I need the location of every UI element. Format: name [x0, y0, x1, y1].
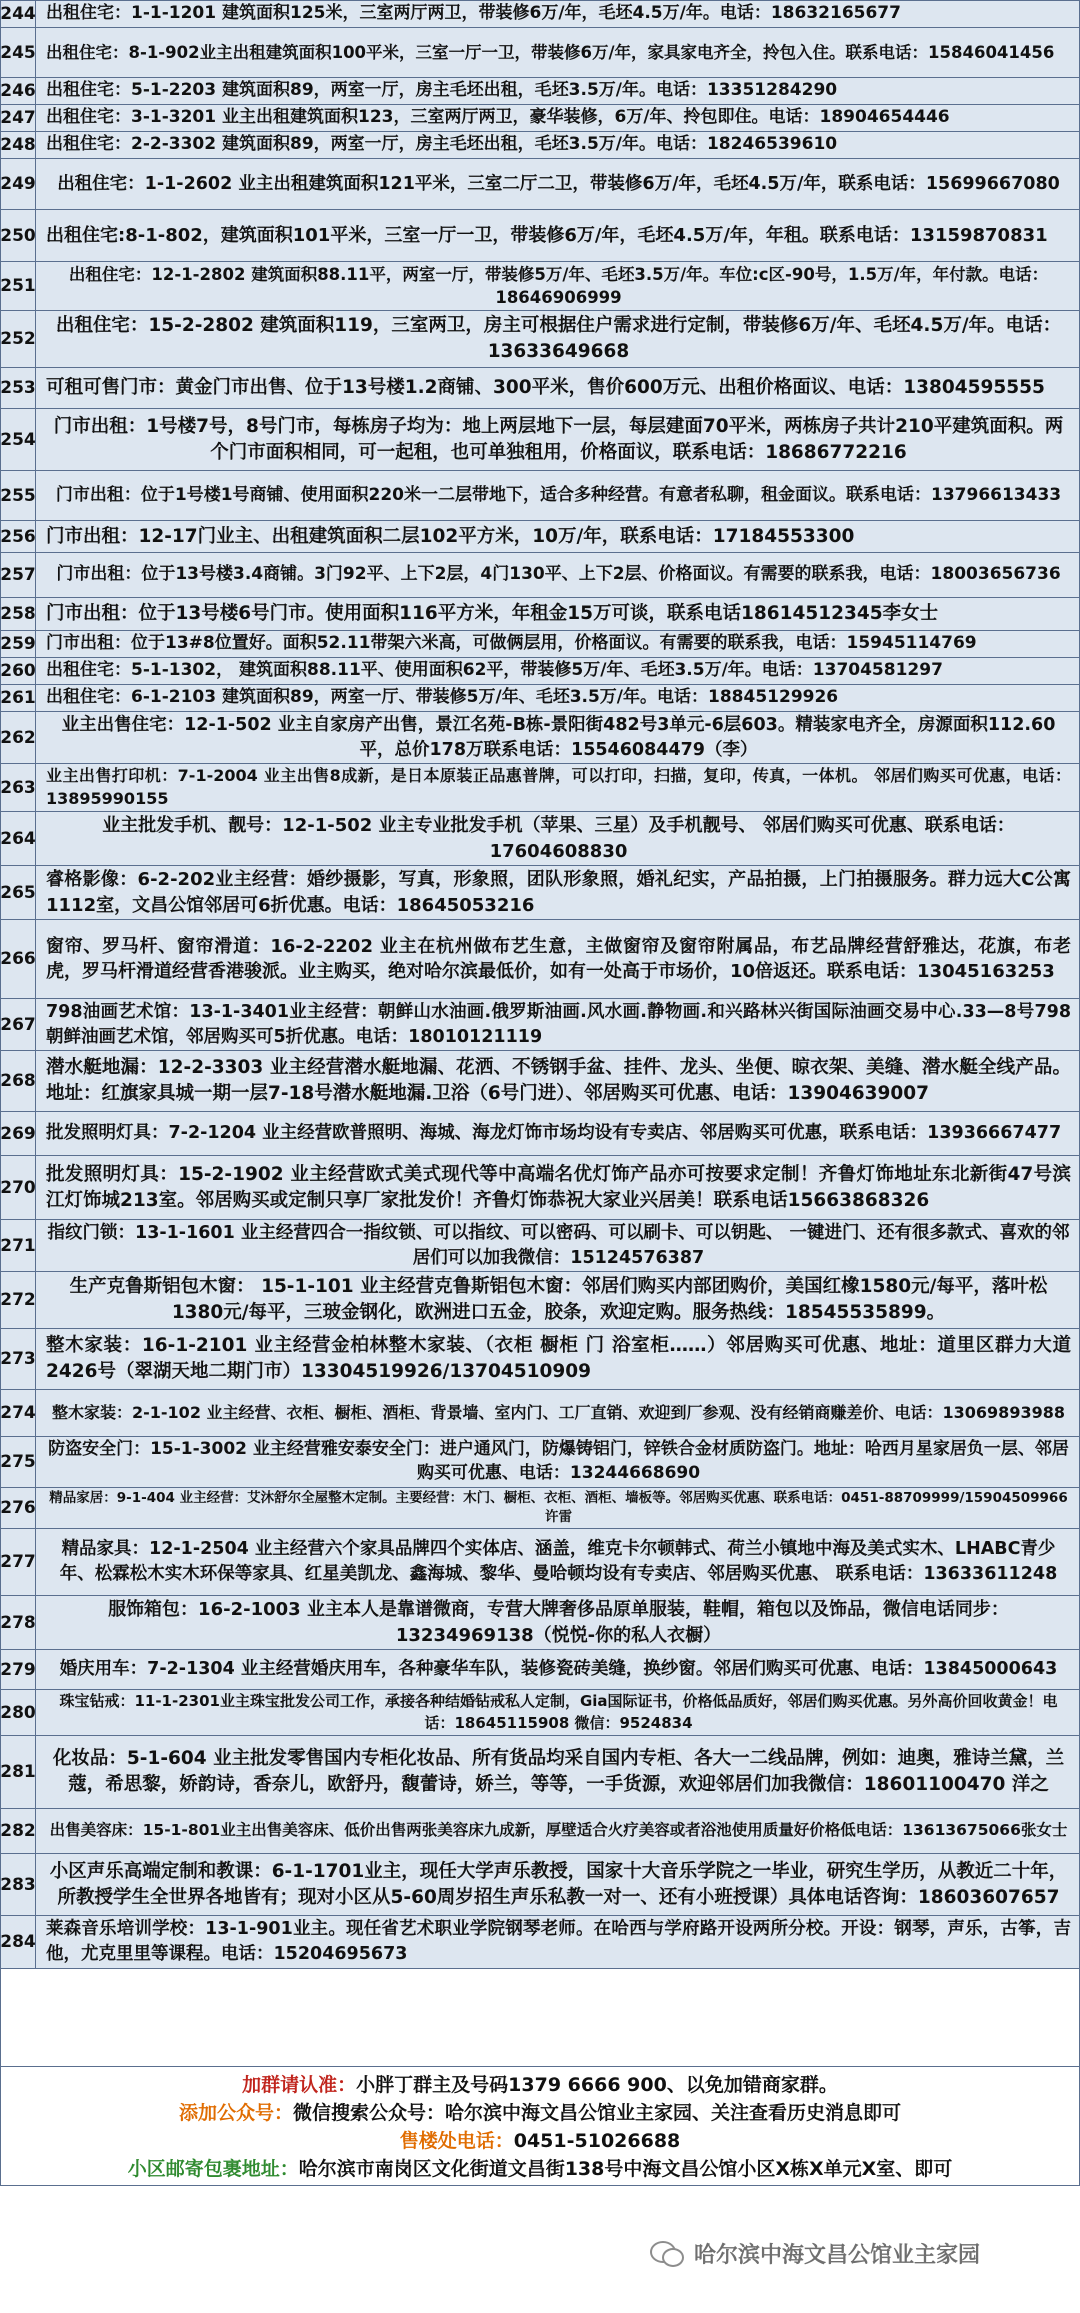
listing-text: 小区声乐高端定制和教课：6-1-1701业主，现任大学声乐教授，国家十大音乐学院之一毕业，研究生学历，从教近二十年，所教授学生全世界各地皆有；现对小区从5-60周岁招生声乐私教一对一、还有小班授课）具体电话咨询：18603607657	[49, 1860, 1068, 1908]
listing-row	[1, 132, 1079, 159]
listing-text-cell	[36, 368, 1079, 408]
listing-text: 睿格影像：6-2-202业主经营：婚纱摄影，写真，形象照，团队形象照，婚礼纪实，产品拍摄，上门拍摄服务。群力远大C公寓1112室，文昌公馆邻居可6折优惠。电话：18645053216	[46, 869, 1071, 916]
listing-text-cell	[36, 812, 1079, 865]
join-line	[1, 2071, 1079, 2099]
listing-text: 业主出售住宅：12-1-502 业主自家房产出售，景江名苑-B栋-景阳街482号3单元-6层603。精装家电齐全，房源面积112.60平，总价178万联系电话：15546084479（李）	[61, 714, 1056, 760]
account-value: 微信搜索公众号：哈尔滨中海文昌公馆业主家园、关注查看历史消息即可	[293, 2102, 902, 2124]
listing-row	[1, 1272, 1079, 1329]
listing-row	[1, 409, 1079, 471]
listing-number: 248	[1, 132, 36, 158]
listing-row	[1, 812, 1079, 866]
listing-text-cell	[36, 1488, 1079, 1528]
listing-text-cell	[36, 1, 1079, 27]
listing-row	[1, 764, 1079, 812]
listing-number: 276	[1, 1488, 36, 1528]
listing-number: 259	[1, 631, 36, 657]
listing-text: 生产克鲁斯铝包木窗： 15-1-101 业主经营克鲁斯铝包木窗：邻居们购买内部团购价，美国红橡1580元/每平，落叶松1380元/每平，三玻金钢化，欧洲进口五金，胶条，欢迎定购。服务热线：18545535899。	[69, 1276, 1048, 1323]
listing-number: 279	[1, 1650, 36, 1689]
listing-text-cell	[36, 685, 1079, 711]
listing-row	[1, 210, 1079, 262]
listing-text: 业主出售打印机：7-1-2004 业主出售8成新，是日本原装正品惠普牌，可以打印，扫描，复印，传真，一体机。 邻居们购买可优惠，电话：13895990155	[46, 766, 1071, 808]
listing-number: 270	[1, 1156, 36, 1219]
account-label: 添加公众号：	[178, 2102, 293, 2124]
listing-row	[1, 159, 1079, 210]
listing-number: 251	[1, 262, 36, 310]
watermark-text: 哈尔滨中海文昌公馆业主家园	[694, 2242, 981, 2268]
listing-text-cell	[36, 1156, 1079, 1219]
listing-number: 284	[1, 1916, 36, 1968]
listing-text-cell	[36, 1112, 1079, 1155]
listing-text-cell	[36, 1736, 1079, 1808]
listing-text: 婚庆用车：7-2-1304 业主经营婚庆用车，各种豪华车队，装修瓷砖美缝，换纱窗。邻居们购买可优惠、电话：13845000643	[59, 1659, 1058, 1680]
listing-row	[1, 1529, 1079, 1596]
listing-text: 整木家装：2-1-102 业主经营、衣柜、橱柜、酒柜、背景墙、室内门、工厂直销、欢迎到厂参观、没有经销商赚差价、电话：13069893988	[52, 1402, 1065, 1422]
listing-row	[1, 1156, 1079, 1220]
hotline-label: 售楼处电话：	[399, 2130, 514, 2152]
listing-number: 262	[1, 712, 36, 763]
listing-number: 264	[1, 812, 36, 865]
listing-number: 246	[1, 78, 36, 104]
listing-row	[1, 1051, 1079, 1112]
listing-row	[1, 598, 1079, 631]
listing-text: 化妆品：5-1-604 业主批发零售国内专柜化妆品、所有货品均采自国内专柜、各大一二线品牌，例如：迪奥，雅诗兰黛，兰蔻，希思黎，娇韵诗，香奈儿，欧舒丹，馥蕾诗，娇兰，等等，一手货源，欢迎邻居们加我微信：18601100470 洋之	[52, 1748, 1065, 1795]
listing-row	[1, 1329, 1079, 1390]
listing-number: 245	[1, 28, 36, 77]
listing-row	[1, 311, 1079, 368]
hotline-line	[1, 2127, 1079, 2155]
listing-number: 260	[1, 658, 36, 684]
listing-text: 潜水艇地漏：12-2-3303 业主经营潜水艇地漏、花洒、不锈钢手盆、挂件、龙头、坐便、晾衣架、美缝、潜水艇全线产品。地址：红旗家具城一期一层7-18号潜水艇地漏.卫浴（6号门进）、邻居购买可优惠、电话：13904639007	[46, 1057, 1071, 1104]
address-line	[1, 2155, 1079, 2183]
listing-text: 出租住宅：3-1-3201 业主出租建筑面积123，三室两厅两卫，豪华装修，6万/年、拎包即住。电话：18904654446	[46, 107, 950, 128]
listing-number: 273	[1, 1329, 36, 1389]
footer-notice	[0, 2066, 1080, 2186]
listing-text-cell	[36, 1854, 1079, 1915]
listing-number: 249	[1, 159, 36, 209]
listing-text-cell	[36, 1809, 1079, 1853]
listing-text: 批发照明灯具：15-2-1902 业主经营欧式美式现代等中高端名优灯饰产品亦可按要求定制！齐鲁灯饰地址东北新街47号滨江灯饰城213室。邻居购买或定制只享厂家批发价！齐鲁灯饰恭祝大家业兴居美！联系电话15663868326	[46, 1163, 1071, 1211]
listing-row	[1, 1650, 1079, 1690]
listing-text-cell	[36, 409, 1079, 470]
listing-number: 252	[1, 311, 36, 367]
listing-text-cell	[36, 311, 1079, 367]
listing-text-cell	[36, 1529, 1079, 1595]
listing-number: 280	[1, 1690, 36, 1735]
listing-text-cell	[36, 1329, 1079, 1389]
listing-text-cell	[36, 1272, 1079, 1328]
listing-row	[1, 1690, 1079, 1736]
join-label: 加群请认准：	[242, 2074, 357, 2096]
listing-row	[1, 1809, 1079, 1854]
listing-text-cell	[36, 1051, 1079, 1111]
listing-row	[1, 471, 1079, 521]
listing-text: 珠宝钻戒：11-1-2301业主珠宝批发公司工作，承接各种结婚钻戒私人定制，Gia国际证书，价格低品质好，邻居们购买优惠。另外高价回收黄金！电话：18645115908 微信：9524834	[59, 1692, 1058, 1732]
listing-row	[1, 368, 1079, 409]
listing-text-cell	[36, 1437, 1079, 1487]
listing-row	[1, 685, 1079, 712]
listing-text-cell	[36, 132, 1079, 158]
listing-text: 门市出租：位于13号楼3.4商铺。3门92平、上下2层，4门130平、上下2层、价格面议。有需要的联系我，电话：18003656736	[56, 564, 1061, 585]
listing-number: 257	[1, 553, 36, 597]
listing-text: 业主批发手机、靓号：12-1-502 业主专业批发手机（苹果、三星）及手机靓号、 邻居们购买可优惠、联系电话：17604608830	[102, 815, 1015, 862]
listing-row	[1, 1854, 1079, 1916]
listing-text: 窗帘、罗马杆、窗帘滑道：16-2-2202 业主在杭州做布艺生意，主做窗帘及窗帘附属品，布艺品牌经营舒雅达，花旗，布老虎，罗马杆滑道经营香港骏派。业主购买，绝对哈尔滨最低价，如有一处高于市场价，10倍返还。联系电话：13045163253	[46, 935, 1071, 982]
listing-text-cell	[36, 631, 1079, 657]
address-value: 哈尔滨市南岗区文化街道文昌街138号中海文昌公馆小区X栋X单元X室、即可	[298, 2158, 953, 2180]
listing-row	[1, 631, 1079, 658]
listing-number: 283	[1, 1854, 36, 1915]
listing-number: 258	[1, 598, 36, 630]
listing-text: 出租住宅：1-1-1201 建筑面积125米，三室两厅两卫，带装修6万/年，毛坯4.5万/年。电话：18632165677	[46, 3, 901, 24]
listing-row	[1, 521, 1079, 553]
listing-text: 防盗安全门：15-1-3002 业主经营雅安泰安全门：进户通风门，防爆铸铝门，锌铁合金材质防盗门。地址：哈西月星家居负一层、邻居购买可优惠、电话：13244668690	[48, 1439, 1069, 1483]
address-label: 小区邮寄包裹地址：	[127, 2158, 299, 2180]
listing-row	[1, 920, 1079, 999]
listing-number: 277	[1, 1529, 36, 1595]
listing-number: 268	[1, 1051, 36, 1111]
listing-text: 可租可售门市：黄金门市出售、位于13号楼1.2商铺、300平米，售价600万元、出租价格面议、电话：13804595555	[46, 377, 1045, 398]
listing-text-cell	[36, 521, 1079, 552]
listing-row	[1, 262, 1079, 311]
listing-text: 出租住宅：8-1-902业主出租建筑面积100平米，三室一厅一卫，带装修6万/年，家具家电齐全，拎包入住。联系电话：15846041456	[46, 42, 1055, 62]
listing-text: 门市出租：12-17门业主、出租建筑面积二层102平方米，10万/年，联系电话：17184553300	[46, 525, 855, 547]
listing-text-cell	[36, 920, 1079, 998]
listing-number: 250	[1, 210, 36, 261]
wechat-icon	[650, 2239, 684, 2267]
listing-text-cell	[36, 471, 1079, 520]
listing-row	[1, 28, 1079, 78]
listing-text: 批发照明灯具：7-2-1204 业主经营欧普照明、海城、海龙灯饰市场均设有专卖店、邻居购买可优惠，联系电话：13936667477	[46, 1123, 1062, 1144]
listing-number: 274	[1, 1390, 36, 1436]
listing-text-cell	[36, 1596, 1079, 1649]
listing-text-cell	[36, 866, 1079, 919]
listing-number: 278	[1, 1596, 36, 1649]
account-line	[1, 2099, 1079, 2127]
listing-row	[1, 1916, 1079, 1969]
listing-row	[1, 1596, 1079, 1650]
listing-text: 出租住宅：1-1-2602 业主出租建筑面积121平米，三室二厅二卫，带装修6万/年，毛坯4.5万/年，联系电话：15699667080	[57, 173, 1060, 194]
listing-row	[1, 105, 1079, 132]
listing-text: 出租住宅：6-1-2103 建筑面积89，两室一厅、带装修5万/年、毛坯3.5万/年。电话：18845129926	[46, 687, 839, 708]
listing-number: 266	[1, 920, 36, 998]
hotline-value: 0451-51026688	[513, 2130, 681, 2152]
listing-text: 798油画艺术馆：13-1-3401业主经营：朝鲜山水油画.俄罗斯油画.风水画.静物画.和兴路林兴街国际油画交易中心.33—8号798朝鲜油画艺术馆，邻居购买可5折优惠。电话：18010121119	[46, 1001, 1071, 1047]
listing-text: 门市出租：位于1号楼1号商铺、使用面积220米一二层带地下，适合多种经营。有意者私聊，租金面议。联系电话：13796613433	[55, 484, 1062, 505]
listing-number: 267	[1, 999, 36, 1050]
listing-text: 精品家居：9-1-404 业主经营：艾沐舒尔全屋整木定制。主要经营：木门、橱柜、衣柜、酒柜、墙板等。邻居购买优惠、联系电话：0451-88709999/15904509966许雷	[49, 1490, 1068, 1525]
listing-number: 255	[1, 471, 36, 520]
listing-row	[1, 553, 1079, 598]
listing-text: 出租住宅:8-1-802，建筑面积101平米，三室一厅一卫，带装修6万/年，毛坯4.5万/年，年租。联系电话：13159870831	[46, 224, 1048, 246]
listing-number: 269	[1, 1112, 36, 1155]
listing-text-cell	[36, 1390, 1079, 1436]
listing-row	[1, 999, 1079, 1051]
listing-row	[1, 1488, 1079, 1529]
listing-text-cell	[36, 28, 1079, 77]
listing-row	[1, 658, 1079, 685]
listing-text-cell	[36, 78, 1079, 104]
listing-text: 门市出租：位于13号楼6号门市。使用面积116平方米，年租金15万可谈，联系电话18614512345李女士	[46, 603, 939, 624]
listing-text-cell	[36, 210, 1079, 261]
join-value: 小胖丁群主及号码1379 6666 900、以免加错商家群。	[356, 2074, 838, 2096]
listing-number: 263	[1, 764, 36, 811]
listing-row	[1, 1437, 1079, 1488]
listing-number: 256	[1, 521, 36, 552]
listing-text: 精品家具：12-1-2504 业主经营六个家具品牌四个实体店、涵盖，维克卡尔顿韩式、荷兰小镇地中海及美式实木、LHABC青少年、松霖松木实木环保等家具、红星美凯龙、鑫海城、黎华、曼哈顿均设有专卖店、邻居购买优惠、 联系电话：13633611248	[59, 1539, 1058, 1584]
listing-row	[1, 1736, 1079, 1809]
listing-text: 出售美容床：15-1-801业主出售美容床、低价出售两张美容床九成新，厚壁适合火疗美容或者浴池使用质量好价格低电话：13613675066张女士	[49, 1821, 1068, 1840]
listing-text-cell	[36, 764, 1079, 811]
listing-text-cell	[36, 999, 1079, 1050]
listing-row	[1, 712, 1079, 764]
listing-text-cell	[36, 159, 1079, 209]
listing-row	[1, 1112, 1079, 1156]
listing-text: 出租住宅：2-2-3302 建筑面积89，两室一厅，房主毛坯出租，毛坯3.5万/年。电话：18246539610	[46, 134, 838, 155]
listing-text: 出租住宅：5-1-1302， 建筑面积88.11平、使用面积62平，带装修5万/年、毛坯3.5万/年。电话：13704581297	[46, 660, 943, 681]
listing-row	[1, 1390, 1079, 1437]
listing-text: 出租住宅：5-1-2203 建筑面积89，两室一厅，房主毛坯出租，毛坯3.5万/年。电话：13351284290	[46, 80, 838, 101]
listing-text: 出租住宅：15-2-2802 建筑面积119，三室两卫，房主可根据住户需求进行定制，带装修6万/年、毛坯4.5万/年。电话：13633649668	[55, 315, 1062, 362]
listing-row	[1, 1220, 1079, 1272]
listing-text-cell	[36, 598, 1079, 630]
listing-number: 275	[1, 1437, 36, 1487]
listing-number: 254	[1, 409, 36, 470]
listing-text-cell	[36, 1690, 1079, 1735]
listing-text: 门市出租：1号楼7号，8号门市，每栋房子均为：地上两层地下一层，每层建面70平米，两栋房子共计210平建筑面积。两个门市面积相同，可一起租，也可单独租用，价格面议，联系电话：18686772216	[53, 415, 1064, 463]
listing-number: 247	[1, 105, 36, 131]
listing-text: 指纹门锁：13-1-1601 业主经营四合一指纹锁、可以指纹、可以密码、可以刷卡、可以钥匙、 一键进门、还有很多款式、喜欢的邻居们可以加我微信：15124576387	[47, 1222, 1070, 1268]
listing-row	[1, 1, 1079, 28]
listing-text: 门市出租：位于13#8位置好。面积52.11带架六米高，可做俩层用，价格面议。有需要的联系我，电话：15945114769	[46, 633, 977, 654]
listing-text: 整木家装：16-1-2101 业主经营金柏林整木家装、（衣柜 橱柜 门 浴室柜……）邻居购买可优惠、地址：道里区群力大道2426号（翠湖天地二期门市）13304519926/13704510909	[46, 1335, 1071, 1382]
listing-text: 服饰箱包：16-2-1003 业主本人是靠谱微商，专营大牌奢侈品原单服装，鞋帽，箱包以及饰品，微信电话同步：13234969138（悦悦-你的私人衣橱）	[108, 1599, 1009, 1646]
listing-text-cell	[36, 1650, 1079, 1689]
listing-text-cell	[36, 658, 1079, 684]
listing-number: 244	[1, 1, 36, 27]
listing-row	[1, 78, 1079, 105]
listing-text: 莱森音乐培训学校：13-1-901业主。现任省艺术职业学院钢琴老师。在哈西与学府路开设两所分校。开设：钢琴，声乐，古筝，吉他，尤克里里等课程。电话：15204695673	[46, 1919, 1071, 1964]
listing-number: 271	[1, 1220, 36, 1271]
listing-number: 272	[1, 1272, 36, 1328]
listing-text-cell	[36, 262, 1079, 310]
listing-text: 出租住宅：12-1-2802 建筑面积88.11平，两室一厅，带装修5万/年、毛坯3.5万/年。车位:c区-90号，1.5万/年，年付款。电话：18646906999	[68, 264, 1049, 307]
listing-text-cell	[36, 712, 1079, 763]
listing-number: 265	[1, 866, 36, 919]
listing-text-cell	[36, 1220, 1079, 1271]
listing-text-cell	[36, 105, 1079, 131]
listing-number: 253	[1, 368, 36, 408]
watermark	[650, 2233, 980, 2273]
listing-row	[1, 866, 1079, 920]
listing-number: 261	[1, 685, 36, 711]
listing-text-cell	[36, 1916, 1079, 1968]
listing-number: 281	[1, 1736, 36, 1808]
listing-text-cell	[36, 553, 1079, 597]
listing-number: 282	[1, 1809, 36, 1853]
